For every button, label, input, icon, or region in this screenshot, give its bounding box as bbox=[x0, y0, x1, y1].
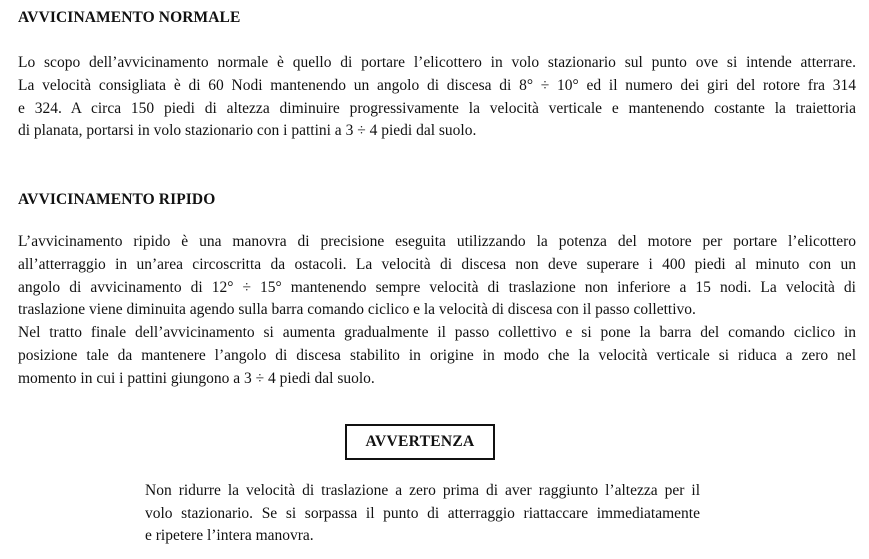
text-line: La velocità consigliata è di 60 Nodi mantenendo un angolo di discesa di 8° ÷ 10° ed il numero dei giri del rotore fra 314 bbox=[18, 76, 856, 94]
text-line: traslazione viene diminuita agendo sulla barra comando ciclico e la velocità di discesa con il passo collettivo. bbox=[18, 301, 696, 319]
text-line: di planata, portarsi in volo stazionario con i pattini a 3 ÷ 4 piedi dal suolo. bbox=[18, 122, 477, 140]
text-line: all’atterraggio in un’area circoscritta da ostacoli. La velocità di discesa non deve superare i 400 piedi al minuto con un bbox=[18, 255, 856, 273]
text-line: Non ridurre la velocità di traslazione a zero prima di aver raggiunto l’altezza per il bbox=[145, 482, 700, 499]
text-line: momento in cui i pattini giungono a 3 ÷ 4 piedi dal suolo. bbox=[18, 369, 375, 387]
warning-title: AVVERTENZA bbox=[365, 433, 475, 450]
text-line: e ripetere l’intera manovra. bbox=[145, 527, 314, 544]
text-line: volo stazionario. Se si sorpassa il punto di atterraggio riattaccare immediatamente bbox=[145, 504, 700, 522]
text-line: Nel tratto finale dell’avvicinamento si aumenta gradualmente il passo collettivo e si pone la barra del comando ciclico in bbox=[18, 324, 856, 342]
paragraph-normal-approach bbox=[18, 52, 856, 143]
warning-text bbox=[145, 480, 700, 548]
paragraph-steep-approach bbox=[18, 231, 856, 391]
heading-normal-approach: AVVICINAMENTO NORMALE bbox=[18, 9, 241, 26]
text-line: angolo di avvicinamento di 12° ÷ 15° mantenendo sempre velocità di traslazione non inferiore a 15 nodi. La velocità di bbox=[18, 278, 856, 296]
text-line: e 324. A circa 150 piedi di altezza diminuire progressivamente la velocità verticale e mantenendo costante la traiettoria bbox=[18, 99, 856, 117]
text-line: L’avvicinamento ripido è una manovra di precisione eseguita utilizzando la potenza del motore per portare l’elicottero bbox=[18, 233, 856, 250]
text-line: posizione tale da mantenere l’angolo di discesa stabilito in origine in modo che la velocità verticale si riduca a zero nel bbox=[18, 346, 856, 364]
text-line: Lo scopo dell’avvicinamento normale è quello di portare l’elicottero in volo stazionario sul punto ove si intende atterrare. bbox=[18, 54, 856, 71]
heading-steep-approach: AVVICINAMENTO RIPIDO bbox=[18, 191, 216, 208]
warning-box bbox=[345, 424, 495, 460]
